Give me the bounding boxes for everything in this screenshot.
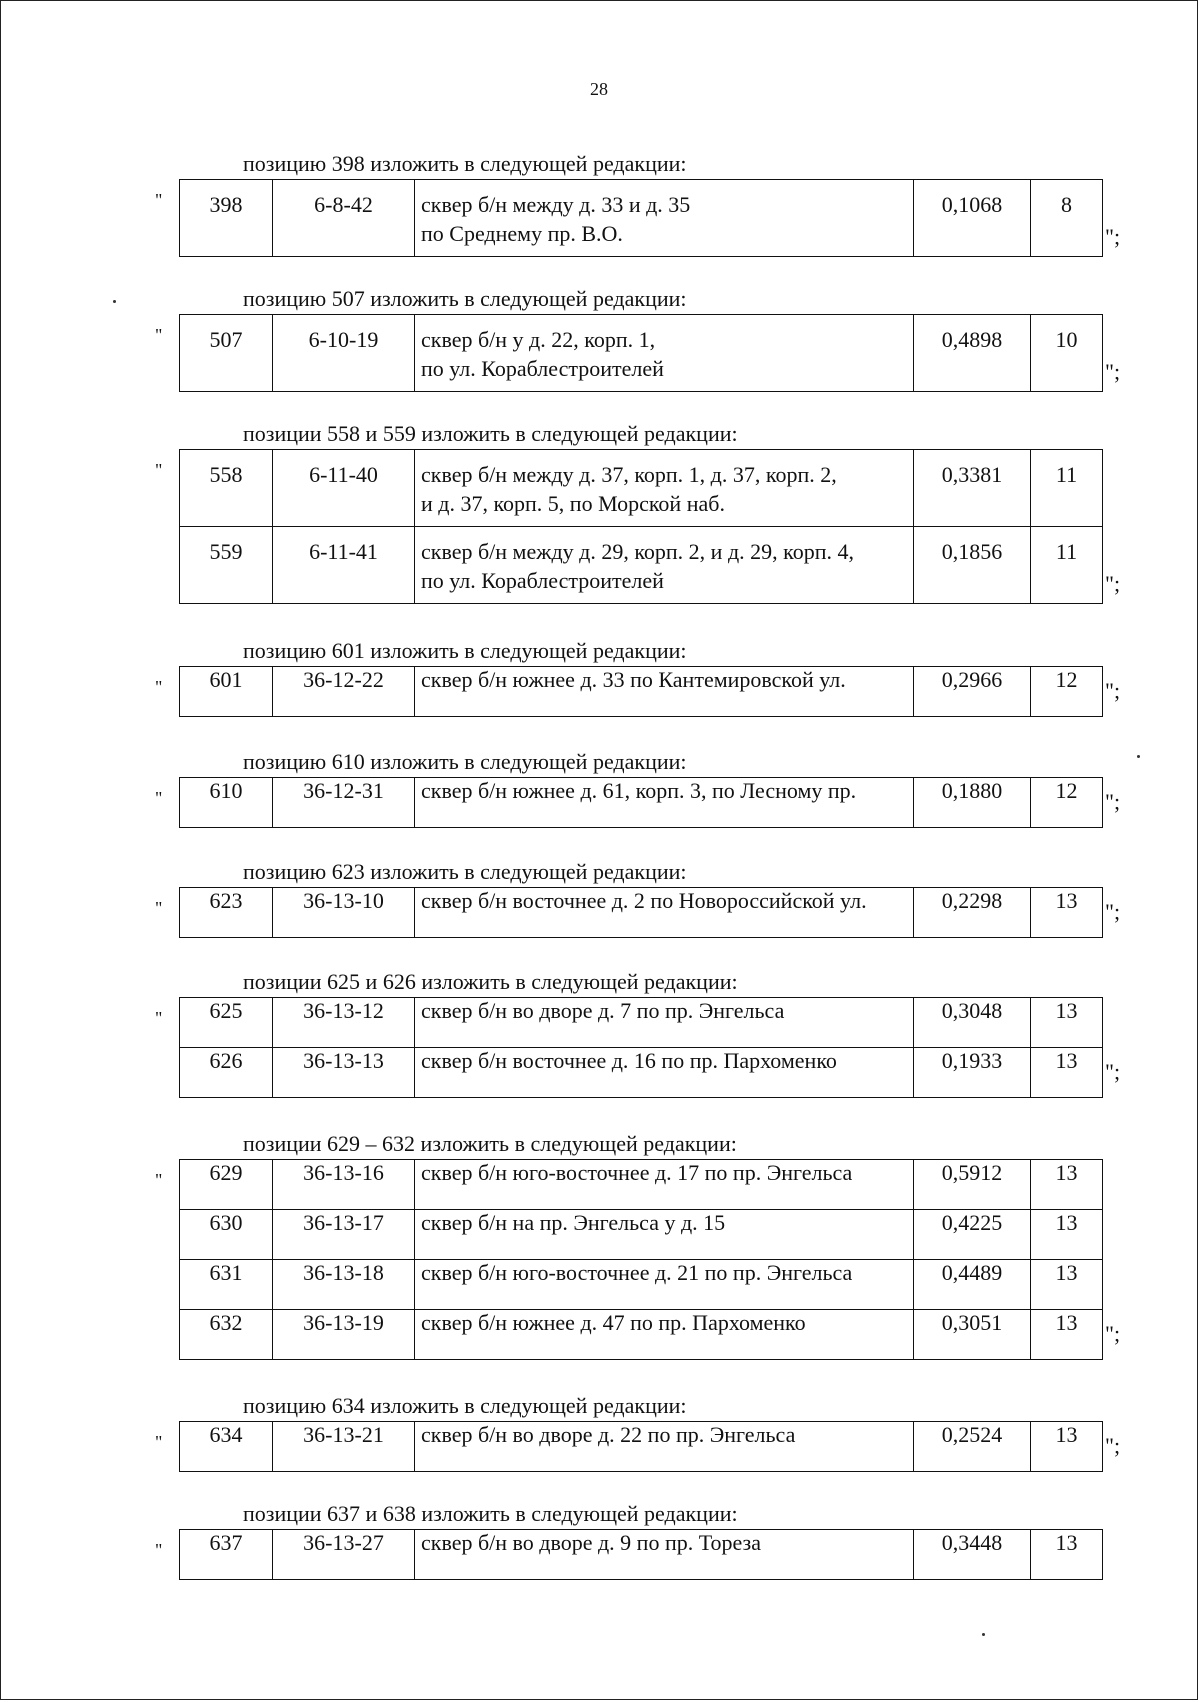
description-line: сквер б/н между д. 29, корп. 2, и д. 29, корп. 4, bbox=[421, 539, 854, 564]
position-number: 559 bbox=[180, 527, 273, 604]
object-code: 36-13-10 bbox=[273, 888, 415, 938]
area-value: 0,3381 bbox=[914, 450, 1031, 527]
opening-quote: " bbox=[155, 460, 163, 480]
description-line: сквер б/н на пр. Энгельса у д. 15 bbox=[421, 1210, 726, 1235]
closing-quote: "; bbox=[1105, 571, 1121, 596]
position-number: 637 bbox=[180, 1530, 273, 1580]
table-row bbox=[180, 1422, 1103, 1472]
opening-quote: " bbox=[155, 898, 163, 918]
opening-quote: " bbox=[155, 788, 163, 808]
object-description bbox=[415, 778, 914, 828]
district-part: 13 bbox=[1031, 1210, 1103, 1260]
position-number: 610 bbox=[180, 778, 273, 828]
description-line: сквер б/н во дворе д. 22 по пр. Энгельса bbox=[421, 1422, 796, 1447]
object-code: 36-13-16 bbox=[273, 1160, 415, 1210]
opening-quote: " bbox=[155, 190, 163, 210]
closing-quote: "; bbox=[1105, 678, 1121, 703]
section-heading: позицию 634 изложить в следующей редакции: bbox=[243, 1393, 687, 1418]
position-number: 398 bbox=[180, 180, 273, 257]
district-part: 13 bbox=[1031, 1310, 1103, 1360]
position-number: 558 bbox=[180, 450, 273, 527]
area-value: 0,3051 bbox=[914, 1310, 1031, 1360]
object-code: 36-13-21 bbox=[273, 1422, 415, 1472]
closing-quote: "; bbox=[1105, 1059, 1121, 1084]
district-part: 13 bbox=[1031, 1422, 1103, 1472]
table-row bbox=[180, 1048, 1103, 1098]
object-description bbox=[415, 527, 914, 604]
closing-quote: "; bbox=[1105, 899, 1121, 924]
section-heading: позиции 637 и 638 изложить в следующей редакции: bbox=[243, 1501, 738, 1526]
table-row bbox=[180, 998, 1103, 1048]
table-row bbox=[180, 1210, 1103, 1260]
object-code: 6-8-42 bbox=[273, 180, 415, 257]
section-heading: позицию 610 изложить в следующей редакции: bbox=[243, 749, 687, 774]
scan-speck bbox=[982, 1633, 985, 1636]
page-number: 28 bbox=[590, 79, 608, 99]
table-row bbox=[180, 1160, 1103, 1210]
scan-speck bbox=[1137, 755, 1140, 758]
table-row bbox=[180, 1530, 1103, 1580]
closing-quote: "; bbox=[1105, 1433, 1121, 1458]
description-line: по ул. Кораблестроителей bbox=[421, 568, 664, 593]
opening-quote: " bbox=[155, 1432, 163, 1452]
positions-table bbox=[179, 1421, 1103, 1472]
section-heading: позицию 507 изложить в следующей редакции: bbox=[243, 286, 687, 311]
object-code: 6-11-40 bbox=[273, 450, 415, 527]
positions-table bbox=[179, 314, 1103, 392]
area-value: 0,4898 bbox=[914, 315, 1031, 392]
area-value: 0,4225 bbox=[914, 1210, 1031, 1260]
description-line: сквер б/н во дворе д. 9 по пр. Тореза bbox=[421, 1530, 762, 1555]
area-value: 0,1933 bbox=[914, 1048, 1031, 1098]
position-number: 507 bbox=[180, 315, 273, 392]
opening-quote: " bbox=[155, 325, 163, 345]
district-part: 8 bbox=[1031, 180, 1103, 257]
position-number: 630 bbox=[180, 1210, 273, 1260]
district-part: 13 bbox=[1031, 1048, 1103, 1098]
object-description bbox=[415, 998, 914, 1048]
object-code: 36-12-22 bbox=[273, 667, 415, 717]
object-code: 36-13-13 bbox=[273, 1048, 415, 1098]
object-description bbox=[415, 1310, 914, 1360]
table-row bbox=[180, 1260, 1103, 1310]
scan-speck bbox=[113, 300, 116, 303]
table-row bbox=[180, 450, 1103, 527]
description-line: и д. 37, корп. 5, по Морской наб. bbox=[421, 491, 725, 516]
section-heading: позиции 629 – 632 изложить в следующей редакции: bbox=[243, 1131, 737, 1156]
district-part: 12 bbox=[1031, 667, 1103, 717]
closing-quote: "; bbox=[1105, 1321, 1121, 1346]
district-part: 11 bbox=[1031, 527, 1103, 604]
area-value: 0,2524 bbox=[914, 1422, 1031, 1472]
positions-table bbox=[179, 666, 1103, 717]
object-description bbox=[415, 1048, 914, 1098]
object-description bbox=[415, 1530, 914, 1580]
object-description bbox=[415, 888, 914, 938]
object-code: 36-13-17 bbox=[273, 1210, 415, 1260]
description-line: сквер б/н у д. 22, корп. 1, bbox=[421, 327, 656, 352]
position-number: 625 bbox=[180, 998, 273, 1048]
description-line: сквер б/н восточнее д. 16 по пр. Пархоменко bbox=[421, 1048, 837, 1073]
area-value: 0,1856 bbox=[914, 527, 1031, 604]
object-code: 36-13-18 bbox=[273, 1260, 415, 1310]
area-value: 0,3048 bbox=[914, 998, 1031, 1048]
positions-table bbox=[179, 887, 1103, 938]
description-line: сквер б/н южнее д. 33 по Кантемировской ул. bbox=[421, 667, 846, 692]
object-description bbox=[415, 450, 914, 527]
section-heading: позицию 623 изложить в следующей редакции: bbox=[243, 859, 687, 884]
table-row bbox=[180, 1310, 1103, 1360]
object-description bbox=[415, 1160, 914, 1210]
area-value: 0,4489 bbox=[914, 1260, 1031, 1310]
district-part: 10 bbox=[1031, 315, 1103, 392]
table-row bbox=[180, 180, 1103, 257]
description-line: сквер б/н юго-восточнее д. 21 по пр. Энгельса bbox=[421, 1260, 853, 1285]
description-line: сквер б/н между д. 37, корп. 1, д. 37, корп. 2, bbox=[421, 462, 837, 487]
area-value: 0,1880 bbox=[914, 778, 1031, 828]
object-description bbox=[415, 1260, 914, 1310]
opening-quote: " bbox=[155, 1170, 163, 1190]
description-line: по ул. Кораблестроителей bbox=[421, 356, 664, 381]
opening-quote: " bbox=[155, 1540, 163, 1560]
section-heading: позиции 558 и 559 изложить в следующей редакции: bbox=[243, 421, 738, 446]
object-code: 36-13-19 bbox=[273, 1310, 415, 1360]
area-value: 0,1068 bbox=[914, 180, 1031, 257]
object-description bbox=[415, 667, 914, 717]
description-line: сквер б/н восточнее д. 2 по Новороссийской ул. bbox=[421, 888, 867, 913]
object-code: 6-11-41 bbox=[273, 527, 415, 604]
area-value: 0,2298 bbox=[914, 888, 1031, 938]
position-number: 601 bbox=[180, 667, 273, 717]
section-heading: позиции 625 и 626 изложить в следующей редакции: bbox=[243, 969, 738, 994]
district-part: 12 bbox=[1031, 778, 1103, 828]
object-description bbox=[415, 180, 914, 257]
opening-quote: " bbox=[155, 1008, 163, 1028]
position-number: 634 bbox=[180, 1422, 273, 1472]
opening-quote: " bbox=[155, 677, 163, 697]
position-number: 631 bbox=[180, 1260, 273, 1310]
table-row bbox=[180, 778, 1103, 828]
district-part: 13 bbox=[1031, 998, 1103, 1048]
object-code: 36-13-27 bbox=[273, 1530, 415, 1580]
table-row bbox=[180, 667, 1103, 717]
object-description bbox=[415, 315, 914, 392]
district-part: 13 bbox=[1031, 888, 1103, 938]
positions-table bbox=[179, 179, 1103, 257]
table-row bbox=[180, 888, 1103, 938]
object-code: 6-10-19 bbox=[273, 315, 415, 392]
object-description bbox=[415, 1210, 914, 1260]
description-line: сквер б/н южнее д. 61, корп. 3, по Лесному пр. bbox=[421, 778, 857, 803]
description-line: сквер б/н между д. 33 и д. 35 bbox=[421, 192, 691, 217]
closing-quote: "; bbox=[1105, 224, 1121, 249]
district-part: 11 bbox=[1031, 450, 1103, 527]
district-part: 13 bbox=[1031, 1530, 1103, 1580]
area-value: 0,5912 bbox=[914, 1160, 1031, 1210]
description-line: сквер б/н южнее д. 47 по пр. Пархоменко bbox=[421, 1310, 806, 1335]
description-line: по Среднему пр. В.О. bbox=[421, 221, 623, 246]
area-value: 0,2966 bbox=[914, 667, 1031, 717]
positions-table bbox=[179, 997, 1103, 1098]
object-code: 36-13-12 bbox=[273, 998, 415, 1048]
object-code: 36-12-31 bbox=[273, 778, 415, 828]
closing-quote: "; bbox=[1105, 359, 1121, 384]
district-part: 13 bbox=[1031, 1260, 1103, 1310]
position-number: 626 bbox=[180, 1048, 273, 1098]
district-part: 13 bbox=[1031, 1160, 1103, 1210]
table-row bbox=[180, 527, 1103, 604]
positions-table bbox=[179, 1159, 1103, 1360]
object-description bbox=[415, 1422, 914, 1472]
closing-quote: "; bbox=[1105, 789, 1121, 814]
description-line: сквер б/н во дворе д. 7 по пр. Энгельса bbox=[421, 998, 785, 1023]
positions-table bbox=[179, 449, 1103, 604]
section-heading: позицию 398 изложить в следующей редакции: bbox=[243, 151, 687, 176]
description-line: сквер б/н юго-восточнее д. 17 по пр. Энгельса bbox=[421, 1160, 853, 1185]
position-number: 629 bbox=[180, 1160, 273, 1210]
position-number: 623 bbox=[180, 888, 273, 938]
positions-table bbox=[179, 777, 1103, 828]
positions-table bbox=[179, 1529, 1103, 1580]
area-value: 0,3448 bbox=[914, 1530, 1031, 1580]
table-row bbox=[180, 315, 1103, 392]
section-heading: позицию 601 изложить в следующей редакции: bbox=[243, 638, 687, 663]
position-number: 632 bbox=[180, 1310, 273, 1360]
